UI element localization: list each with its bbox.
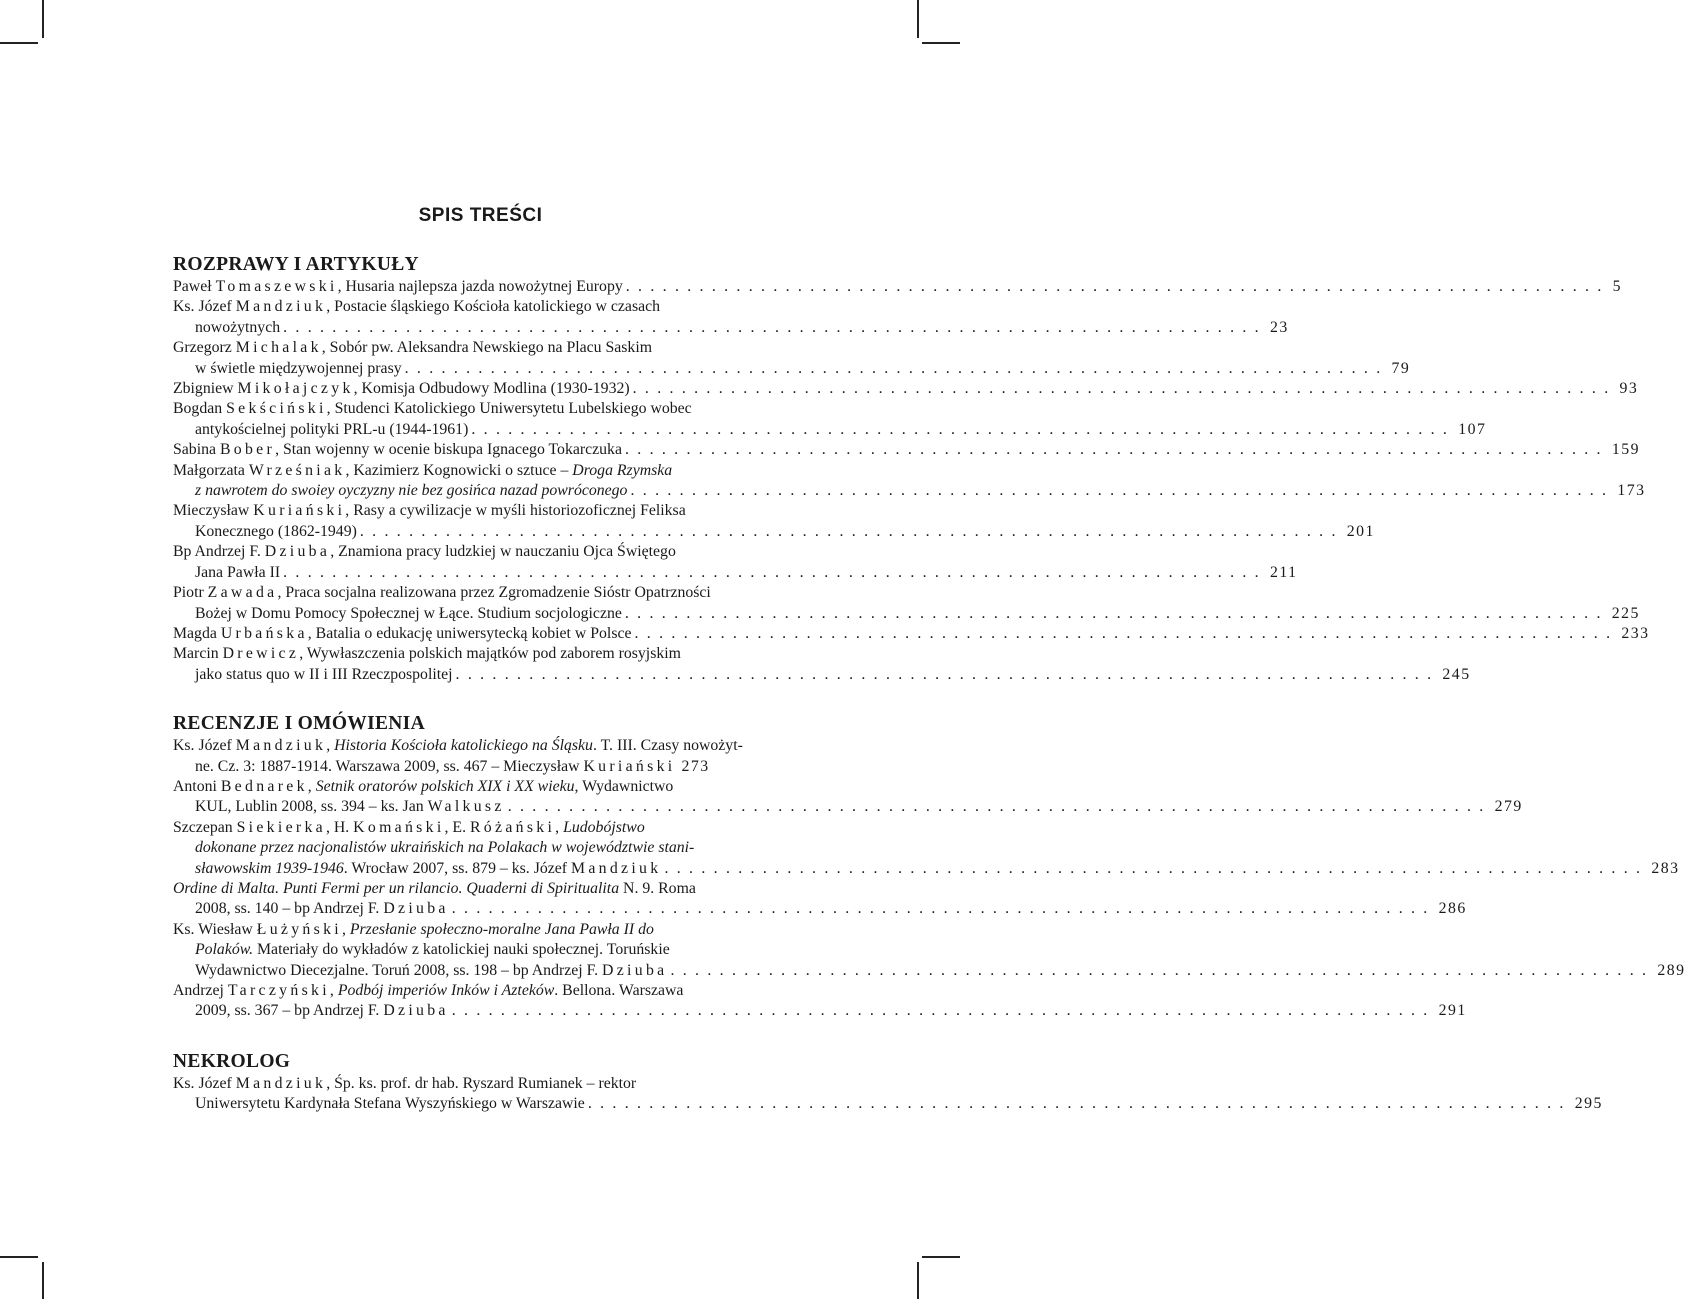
toc-entry-line: [195, 1001, 1467, 1021]
author-surname: Mandziuk: [235, 298, 327, 316]
toc-entry-text: [195, 900, 449, 917]
author-surname: Kuriański: [253, 502, 346, 520]
toc-entry-line: [173, 920, 788, 940]
text-segment: Bożej w Domu Pomocy Społecznej w Łące. Studium socjologiczne: [195, 604, 622, 622]
toc-entry-text: [195, 798, 505, 815]
dot-leader: . . . . . . . . . . . . . . . . . . . . . . . . . . . . . . . . . . . . . . . . . . . . . . . . . . . . . . . . . . . . . . . . . . . . . . . . . . . . . . . .: [630, 482, 1615, 500]
dot-leader: . . . . . . . . . . . . . . . . . . . . . . . . . . . . . . . . . . . . . . . . . . . . . . . . . . . . . . . . . . . . . . . . . . . . . . . . . . . . . . . .: [283, 318, 1267, 336]
page-number: 286: [1438, 900, 1467, 918]
toc-section: [173, 253, 1650, 685]
toc-entry-line: [195, 359, 1411, 379]
dot-leader: . . . . . . . . . . . . . . . . . . . . . . . . . . . . . . . . . . . . . . . . . . . . . . . . . . . . . . . . . . . . . . . . . . . . . . . . . . . . . . . .: [664, 859, 1649, 877]
toc-entry[interactable]: [173, 879, 1467, 920]
text-segment: , Praca socjalna realizowana przez Zgromadzenie Sióstr Opatrzności: [277, 584, 711, 602]
text-segment: , Batalia o edukację uniwersytecką kobiet w Polsce: [307, 624, 632, 642]
toc-entry-line: [195, 940, 788, 960]
toc-entry[interactable]: [173, 440, 1641, 460]
page-number: 159: [1611, 441, 1641, 459]
author-surname: Komański: [353, 818, 445, 836]
toc-entry[interactable]: [173, 379, 1639, 399]
page-number: 283: [1651, 859, 1680, 877]
author-surname: Walkusz: [427, 798, 505, 816]
text-segment: , Znamiona pracy ludzkiej w nauczaniu Ojca Świętego: [330, 543, 676, 561]
toc-entry-line: [173, 624, 1650, 644]
italic-title: Historia Kościoła katolickiego na Śląsku: [334, 737, 593, 755]
toc-entry-line: [195, 318, 1289, 338]
toc-entry[interactable]: [173, 297, 1289, 338]
crop-mark: [922, 42, 960, 44]
author-surname: Mandziuk: [235, 737, 327, 755]
toc-entry-text: [195, 758, 675, 775]
toc-entry-line: [173, 461, 788, 481]
crop-mark: [42, 0, 44, 38]
toc-entry-line: [195, 838, 788, 858]
dot-leader: . . . . . . . . . . . . . . . . . . . . . . . . . . . . . . . . . . . . . . . . . . . . . . . . . . . . . . . . . . . . . . . . . . . . . . . . . . . . . . . .: [455, 665, 1440, 683]
page-number: 5: [1612, 278, 1623, 295]
author-surname: Siekierka: [236, 818, 326, 836]
italic-title: Przesłanie społeczno-moralne Jana Pawła II do: [349, 920, 654, 938]
text-segment: Materiały do wykładów z katolickiej nauki społecznej. Toruńskie: [253, 941, 670, 959]
dot-leader: . . . . . . . . . . . . . . . . . . . . . . . . . . . . . . . . . . . . . . . . . . . . . . . . . . . . . . . . . . . . . . . . . . . . . . . . . . . . . . . .: [471, 420, 1456, 438]
toc-entry-line: [173, 277, 1623, 297]
toc-section: [173, 712, 1686, 1022]
dot-leader: . . . . . . . . . . . . . . . . . . . . . . . . . . . . . . . . . . . . . . . . . . . . . . . . . . . . . . . . . . . . . . . . . . . . . . . . . . . . . . . .: [587, 1095, 1572, 1113]
italic-title: Ordine di Malta. Punti Fermi per un rilancio. Quaderni di Spiritualita: [173, 879, 620, 897]
page-number: 211: [1269, 563, 1298, 581]
page-number: 173: [1617, 482, 1646, 500]
text-segment: Ks. Józef: [173, 1074, 236, 1092]
dot-leader: . . . . . . . . . . . . . . . . . . . . . . . . . . . . . . . . . . . . . . . . . . . . . . . . . . . . . . . . . . . . . . . . . . . . . . . . . . . . . . . .: [670, 961, 1655, 979]
text-segment: Zbigniew: [173, 380, 238, 398]
text-segment: , Wywłaszczenia polskich majątków pod zaborem rosyjskim: [299, 645, 681, 663]
author-surname: Urbańska: [220, 624, 308, 642]
dot-leader: . . . . . . . . . . . . . . . . . . . . . . . . . . . . . . . . . . . . . . . . . . . . . . . . . . . . . . . . . . . . . . . . . . . . . . . . . . . . . . . .: [624, 604, 1609, 622]
toc-entry-text: [195, 564, 280, 581]
toc-entry[interactable]: [173, 501, 1375, 542]
text-segment: Ks. Wiesław: [173, 920, 257, 938]
toc-entry-line: [173, 1074, 788, 1094]
crop-mark: [0, 42, 38, 44]
text-segment: , Studenci Katolickiego Uniwersytetu Lubelskiego wobec: [326, 400, 692, 418]
dot-leader: . . . . . . . . . . . . . . . . . . . . . . . . . . . . . . . . . . . . . . . . . . . . . . . . . . . . . . . . . . . . . . . . . . . . . . . . . . . . . . . .: [451, 900, 1436, 918]
author-surname: Mikołajczyk: [237, 380, 354, 398]
toc-entry-text: [173, 625, 632, 642]
author-surname: Różański: [469, 818, 556, 836]
toc-entry-line: [195, 899, 1467, 919]
dot-leader: . . . . . . . . . . . . . . . . . . . . . . . . . . . . . . . . . . . . . . . . . . . . . . . . . . . . . . . . . . . . . . . . . . . . . . . . . . . . . . . .: [451, 1002, 1436, 1020]
text-segment: Marcin: [173, 645, 223, 663]
author-surname: Bober: [219, 441, 276, 459]
text-segment: ,: [307, 777, 316, 795]
toc-entry[interactable]: [173, 399, 1487, 440]
author-surname: Wrześniak: [248, 461, 346, 479]
page-number: 23: [1269, 318, 1289, 336]
toc-entry-line: [173, 542, 788, 562]
text-segment: antykościelnej polityki PRL-u (1944-1961): [195, 420, 469, 438]
text-segment: Szczepan: [173, 818, 237, 836]
toc-entry-line: [195, 522, 1375, 542]
page-number: 201: [1346, 522, 1375, 540]
text-segment: Wydawnictwo Diecezjalne. Toruń 2008, ss. 198 – bp Andrzej F.: [195, 961, 603, 979]
crop-mark: [0, 1256, 38, 1258]
toc-entry[interactable]: [173, 981, 1467, 1022]
author-surname: Tomaszewski: [215, 278, 338, 295]
text-segment: , Komisja Odbudowy Modlina (1930-1932): [353, 380, 630, 398]
text-segment: , Wydawnictwo: [574, 777, 674, 795]
text-segment: . T. III. Czasy nowożyt-: [592, 737, 743, 755]
toc-entry-text: [195, 482, 627, 499]
author-surname: Bednarek: [220, 777, 308, 795]
toc-entry[interactable]: [173, 920, 1686, 981]
text-segment: Antoni: [173, 777, 221, 795]
text-segment: 2009, ss. 367 – bp Andrzej F.: [195, 1002, 384, 1020]
text-segment: Małgorzata: [173, 461, 249, 479]
toc-entry-text: [173, 380, 630, 397]
toc-entry-line: [173, 338, 788, 358]
text-segment: , Kazimierz Kognowicki o sztuce –: [345, 461, 573, 479]
toc-entry-line: [195, 797, 1523, 817]
toc-entry-line: [173, 777, 788, 797]
text-segment: , H.: [325, 818, 354, 836]
page-number: 225: [1611, 604, 1640, 622]
text-segment: Konecznego (1862-1949): [195, 522, 357, 540]
toc-entry[interactable]: [173, 644, 1471, 685]
italic-title: Setnik oratorów polskich XIX i XX wieku: [315, 777, 575, 795]
toc-entry-line: [173, 644, 788, 664]
page-number: 273: [681, 757, 710, 775]
toc-entry-line: [173, 297, 788, 317]
section-heading: RECENZJE I OMÓWIENIA: [173, 713, 425, 735]
toc-entry[interactable]: [173, 542, 1298, 583]
text-segment: Piotr: [173, 584, 208, 602]
toc-entry-text: [195, 319, 280, 336]
toc-entry[interactable]: [173, 583, 1640, 624]
dot-leader: . . . . . . . . . . . . . . . . . . . . . . . . . . . . . . . . . . . . . . . . . . . . . . . . . . . . . . . . . . . . . . . . . . . . . . . . . . . . . . . .: [634, 624, 1619, 642]
crop-mark: [917, 1262, 919, 1299]
toc-entry[interactable]: [173, 461, 1646, 502]
author-surname: Michalak: [235, 339, 322, 357]
toc-entry-line: [195, 563, 1298, 583]
text-segment: , Stan wojenny w ocenie biskupa Ignacego Tokarczuka: [275, 441, 622, 459]
text-segment: w świetle międzywojennej prasy: [195, 359, 402, 377]
text-segment: Ks. Józef: [173, 737, 236, 755]
author-surname: Tarczyński: [227, 982, 330, 999]
toc-entry-text: [195, 962, 667, 979]
italic-title: Droga Rzymska: [572, 461, 673, 479]
text-segment: ,: [341, 920, 350, 938]
toc-entry-line: [195, 961, 1686, 981]
toc-entry-text: [195, 360, 402, 377]
toc-entry-line: [173, 736, 788, 756]
page-number: 233: [1621, 624, 1650, 642]
page-number: 289: [1657, 961, 1686, 979]
text-segment: Bogdan: [173, 400, 227, 418]
page-number: 93: [1619, 380, 1639, 398]
page-number: 291: [1438, 1002, 1467, 1020]
toc-entry-line: [195, 859, 1680, 879]
author-surname: Dziuba: [383, 900, 449, 918]
page-number: 79: [1391, 359, 1411, 377]
italic-title: sławowskim 1939-1946: [195, 859, 344, 877]
section-heading: ROZPRAWY I ARTYKUŁY: [173, 254, 419, 275]
toc-entry-line: [173, 440, 1641, 460]
author-surname: Zawada: [207, 584, 278, 602]
text-segment: Ks. Józef: [173, 298, 236, 316]
toc-entry-text: [195, 860, 661, 877]
author-surname: Łużyński: [256, 920, 342, 938]
toc-entry[interactable]: [173, 338, 1411, 379]
toc-entry-line: [195, 604, 1640, 624]
page-number: 245: [1442, 665, 1471, 683]
toc-entry-line: [195, 481, 1646, 501]
author-surname: Mandziuk: [235, 1074, 327, 1092]
toc-entry-text: [173, 278, 623, 295]
text-segment: ,: [326, 737, 335, 755]
text-segment: ne. Cz. 3: 1887-1914. Warszawa 2009, ss. 467 – Mieczysław: [195, 757, 584, 775]
text-segment: ,: [329, 982, 338, 999]
text-segment: jako status quo w II i III Rzeczpospolitej: [195, 665, 453, 683]
author-surname: Drewicz: [222, 645, 300, 663]
toc-entry-text: [195, 666, 453, 683]
text-segment: , E.: [444, 818, 470, 836]
text-segment: Magda: [173, 624, 221, 642]
toc-entry-line: [173, 818, 788, 838]
dot-leader: . . . . . . . . . . . . . . . . . . . . . . . . . . . . . . . . . . . . . . . . . . . . . . . . . . . . . . . . . . . . . . . . . . . . . . . . . . . . . . . .: [625, 278, 1610, 295]
toc-entry[interactable]: [173, 736, 788, 777]
text-segment: Bp Andrzej F.: [173, 543, 265, 561]
text-segment: Sabina: [173, 441, 220, 459]
text-segment: Andrzej: [173, 982, 228, 999]
author-surname: Mandziuk: [571, 859, 662, 877]
toc-entry-text: [195, 605, 622, 622]
toc-entry-line: [173, 399, 788, 419]
page-number: 279: [1494, 798, 1523, 816]
toc-entry-line: [195, 757, 788, 777]
text-segment: nowożytnych: [195, 318, 281, 336]
crop-mark: [42, 1262, 44, 1299]
text-segment: . Bellona. Warszawa: [554, 982, 684, 999]
toc-entry-text: [195, 523, 357, 540]
dot-leader: . . . . . . . . . . . . . . . . . . . . . . . . . . . . . . . . . . . . . . . . . . . . . . . . . . . . . . . . . . . . . . . . . . . . . . . . . . . . . . . .: [404, 359, 1389, 377]
toc-entry-line: [173, 583, 788, 603]
dot-leader: . . . . . . . . . . . . . . . . . . . . . . . . . . . . . . . . . . . . . . . . . . . . . . . . . . . . . . . . . . . . . . . . . . . . . . . . . . . . . . . .: [624, 441, 1609, 459]
toc-sections: [173, 253, 1686, 1115]
toc-section: [173, 1050, 1603, 1115]
toc-entry-line: [173, 879, 788, 899]
author-surname: Sekściński: [226, 400, 327, 418]
text-segment: KUL, Lublin 2008, ss. 394 – ks. Jan: [195, 798, 428, 816]
italic-title: Polaków.: [195, 941, 254, 959]
italic-title: Ludobójstwo: [563, 818, 645, 836]
text-segment: Mieczysław: [173, 502, 254, 520]
text-segment: Uniwersytetu Kardynała Stefana Wyszyńskiego w Warszawie: [195, 1095, 585, 1113]
italic-title: z nawrotem do swoiey oyczyzny nie bez gosińca nazad powróconego: [195, 482, 628, 500]
toc-entry-line: [173, 981, 788, 1001]
crop-mark: [922, 1256, 960, 1258]
text-segment: , Postacie śląskiego Kościoła katolickiego w czasach: [326, 298, 661, 316]
text-segment: Paweł: [173, 278, 216, 295]
toc-entry-line: [195, 1094, 1603, 1114]
crop-mark: [917, 0, 919, 38]
author-surname: Kuriański: [583, 757, 676, 775]
text-segment: N. 9. Roma: [619, 879, 696, 897]
dot-leader: . . . . . . . . . . . . . . . . . . . . . . . . . . . . . . . . . . . . . . . . . . . . . . . . . . . . . . . . . . . . . . . . . . . . . . . . . . . . . . . .: [507, 798, 1492, 816]
text-segment: Jana Pawła II: [195, 563, 281, 581]
toc-entry-line: [195, 420, 1487, 440]
toc-entry[interactable]: [173, 624, 1650, 644]
text-segment: , Rasy a cywilizacje w myśli historiozoficznej Feliksa: [345, 502, 686, 520]
table-of-contents: [173, 205, 1686, 1115]
text-segment: , Śp. ks. prof. dr hab. Ryszard Rumianek – rektor: [326, 1074, 637, 1092]
section-heading: NEKROLOG: [173, 1050, 291, 1072]
italic-title: Podbój imperiów Inków i Azteków: [337, 982, 555, 999]
toc-entry-line: [173, 379, 1639, 399]
page-number: 107: [1458, 420, 1487, 438]
dot-leader: . . . . . . . . . . . . . . . . . . . . . . . . . . . . . . . . . . . . . . . . . . . . . . . . . . . . . . . . . . . . . . . . . . . . . . . . . . . . . . . .: [283, 563, 1267, 581]
dot-leader: . . . . . . . . . . . . . . . . . . . . . . . . . . . . . . . . . . . . . . . . . . . . . . . . . . . . . . . . . . . . . . . . . . . . . . . . . . . . . . . .: [359, 522, 1344, 540]
italic-title: dokonane przez nacjonalistów ukraińskich na Polakach w województwie stani-: [195, 839, 695, 857]
page-number: 295: [1574, 1095, 1603, 1113]
text-segment: Grzegorz: [173, 339, 236, 357]
toc-entry[interactable]: [173, 818, 1680, 879]
toc-entry-line: [173, 501, 788, 521]
text-segment: , Husaria najlepsza jazda nowożytnej Europy: [337, 278, 623, 295]
dot-leader: . . . . . . . . . . . . . . . . . . . . . . . . . . . . . . . . . . . . . . . . . . . . . . . . . . . . . . . . . . . . . . . . . . . . . . . . . . . . . . . .: [632, 380, 1617, 398]
text-segment: 2008, ss. 140 – bp Andrzej F.: [195, 900, 384, 918]
text-segment: ,: [555, 818, 564, 836]
toc-entry-text: [195, 1002, 449, 1019]
toc-entry-line: [195, 665, 1471, 685]
toc-entry[interactable]: [173, 777, 1523, 818]
text-segment: , Sobór pw. Aleksandra Newskiego na Placu Saskim: [321, 339, 653, 357]
author-surname: Dziuba: [264, 543, 331, 561]
text-segment: . Wrocław 2007, ss. 879 – ks. Józef: [343, 859, 571, 877]
toc-entry[interactable]: [173, 277, 1623, 297]
toc-entry[interactable]: [173, 1074, 1603, 1115]
toc-entry-text: [173, 441, 622, 458]
page-title: SPIS TREŚCI: [418, 205, 543, 226]
author-surname: Dziuba: [602, 961, 668, 979]
toc-entry-text: [195, 421, 468, 438]
toc-entry-text: [195, 1095, 585, 1112]
author-surname: Dziuba: [383, 1002, 449, 1020]
